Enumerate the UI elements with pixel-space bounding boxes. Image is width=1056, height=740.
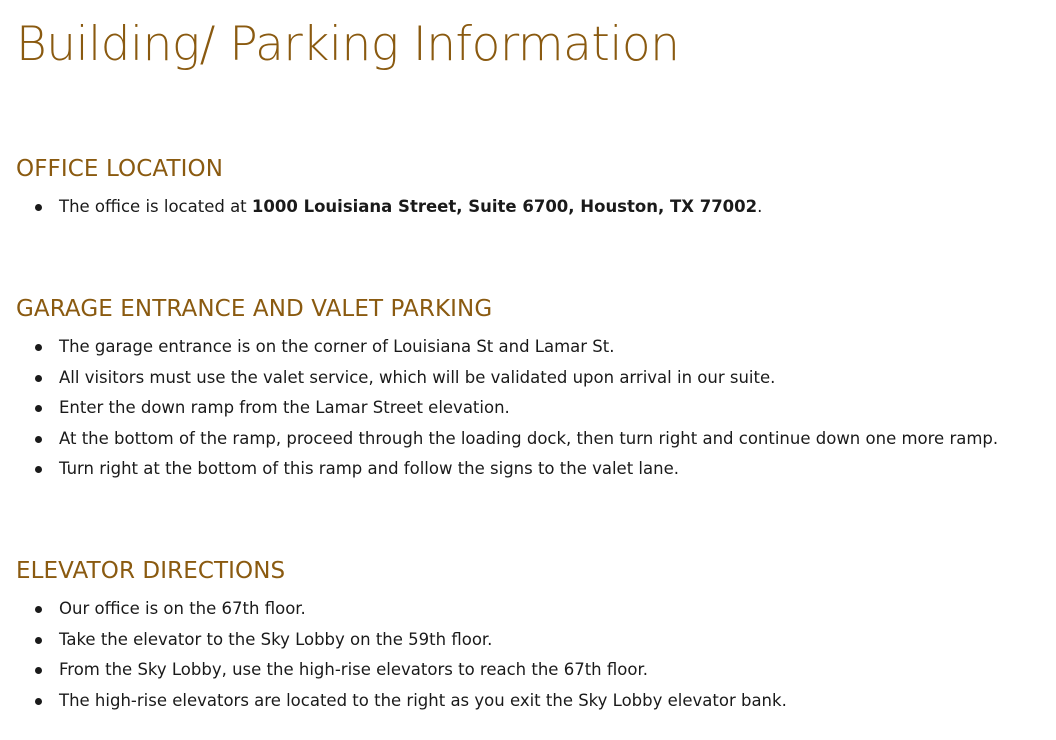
section-office-location: [16, 154, 1052, 223]
page-title: Building/ Parking Information: [16, 17, 680, 72]
list-item: The high-rise elevators are located to the right as you exit the Sky Lobby elevator bank.: [16, 686, 1052, 717]
section-heading-garage-valet: GARAGE ENTRANCE AND VALET PARKING: [16, 296, 493, 322]
office-item-prefix: The office is located at: [59, 197, 252, 216]
elevator-directions-list: [16, 594, 1052, 716]
section-heading-office-location: OFFICE LOCATION: [16, 156, 223, 182]
garage-valet-list: [16, 332, 1052, 485]
list-item: Our office is on the 67th floor.: [16, 594, 1052, 625]
list-item: All visitors must use the valet service, which will be validated upon arrival in our suite.: [16, 363, 1052, 394]
office-item-suffix: .: [757, 197, 763, 216]
section-elevator-directions: [16, 556, 1052, 716]
office-location-list: [16, 192, 1052, 223]
office-address: 1000 Louisiana Street, Suite 6700, Houston, TX 77002: [251, 197, 758, 216]
list-item: Enter the down ramp from the Lamar Street elevation.: [16, 393, 1052, 424]
list-item: From the Sky Lobby, use the high-rise elevators to reach the 67th floor.: [16, 655, 1052, 686]
list-item: [16, 192, 1052, 223]
list-item: The garage entrance is on the corner of Louisiana St and Lamar St.: [16, 332, 1052, 363]
list-item: Take the elevator to the Sky Lobby on the 59th floor.: [16, 625, 1052, 656]
list-item: Turn right at the bottom of this ramp and follow the signs to the valet lane.: [16, 454, 1052, 485]
section-garage-valet: [16, 294, 1052, 485]
section-heading-elevator-directions: ELEVATOR DIRECTIONS: [16, 558, 286, 584]
list-item: At the bottom of the ramp, proceed through the loading dock, then turn right and continue down one more ramp.: [16, 424, 1052, 455]
